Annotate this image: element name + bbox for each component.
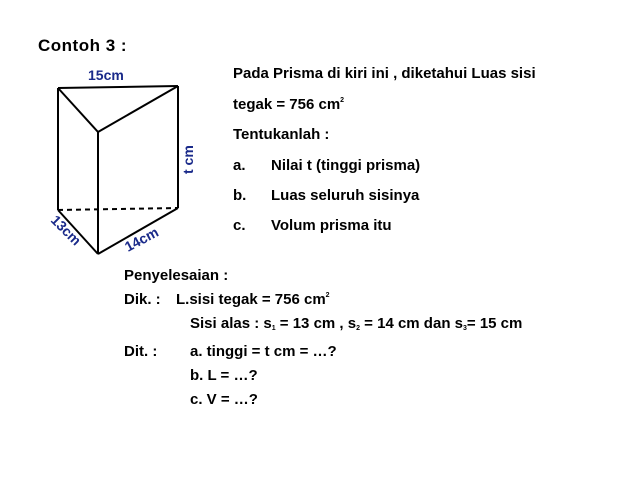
prism-edge-top-back <box>58 86 178 88</box>
problem-line-2 <box>233 96 344 113</box>
dik-line-2-part-2: = 13 cm , s <box>275 315 357 332</box>
dit-item-a: a. tinggi = t cm = …? <box>190 343 337 360</box>
problem-line-1: Pada Prisma di kiri ini , diketahui Luas sisi <box>233 65 536 82</box>
problem-item-a-marker: a. <box>233 157 246 174</box>
problem-item-a-text: Nilai t (tinggi prisma) <box>271 157 421 174</box>
dik-line-2-part-1: Sisi alas : s <box>190 315 272 332</box>
label-bottom-edge: 14cm <box>121 223 162 255</box>
dik-label: Dik. : <box>124 291 161 308</box>
problem-line-2-text: tegak = 756 cm <box>233 96 341 113</box>
dik-line-2-sub-2: 2 <box>356 325 361 332</box>
dik-line-2-part-4: = 15 cm <box>466 315 523 332</box>
prism-edge-top-left <box>58 88 98 132</box>
dik-line-1 <box>176 291 330 308</box>
problem-item-a <box>233 157 420 174</box>
label-height: t cm <box>180 145 196 174</box>
solution-heading: Penyelesaian : <box>124 267 229 284</box>
dik-line-1-sup: 2 <box>325 292 330 299</box>
dit-item-c: c. V = …? <box>190 391 258 408</box>
dik-line-2 <box>190 315 522 332</box>
prism-edge-top-right <box>98 86 178 132</box>
problem-item-c-text: Volum prisma itu <box>271 217 392 234</box>
slide-title: Contoh 3 : <box>38 36 128 55</box>
dit-item-b: b. L = …? <box>190 367 258 384</box>
dik-line-2-part-3: = 14 cm dan s <box>360 315 463 332</box>
problem-item-b-marker: b. <box>233 187 247 204</box>
label-left-edge: 13cm <box>47 211 85 249</box>
prism-edge-bottom-back <box>58 208 178 210</box>
dit-label: Dit. : <box>124 343 158 360</box>
dik-line-2-sub-3: 3 <box>463 325 467 332</box>
dik-line-1-text: L.sisi tegak = 756 cm <box>176 291 326 308</box>
problem-item-c <box>233 217 392 234</box>
label-top-edge: 15cm <box>88 67 124 83</box>
problem-item-b <box>233 187 419 204</box>
problem-line-3: Tentukanlah : <box>233 126 330 143</box>
dik-line-2-sub-1: 1 <box>271 325 276 332</box>
problem-line-2-sup: 2 <box>340 97 345 104</box>
problem-item-b-text: Luas seluruh sisinya <box>271 187 420 204</box>
problem-item-c-marker: c. <box>233 217 246 234</box>
